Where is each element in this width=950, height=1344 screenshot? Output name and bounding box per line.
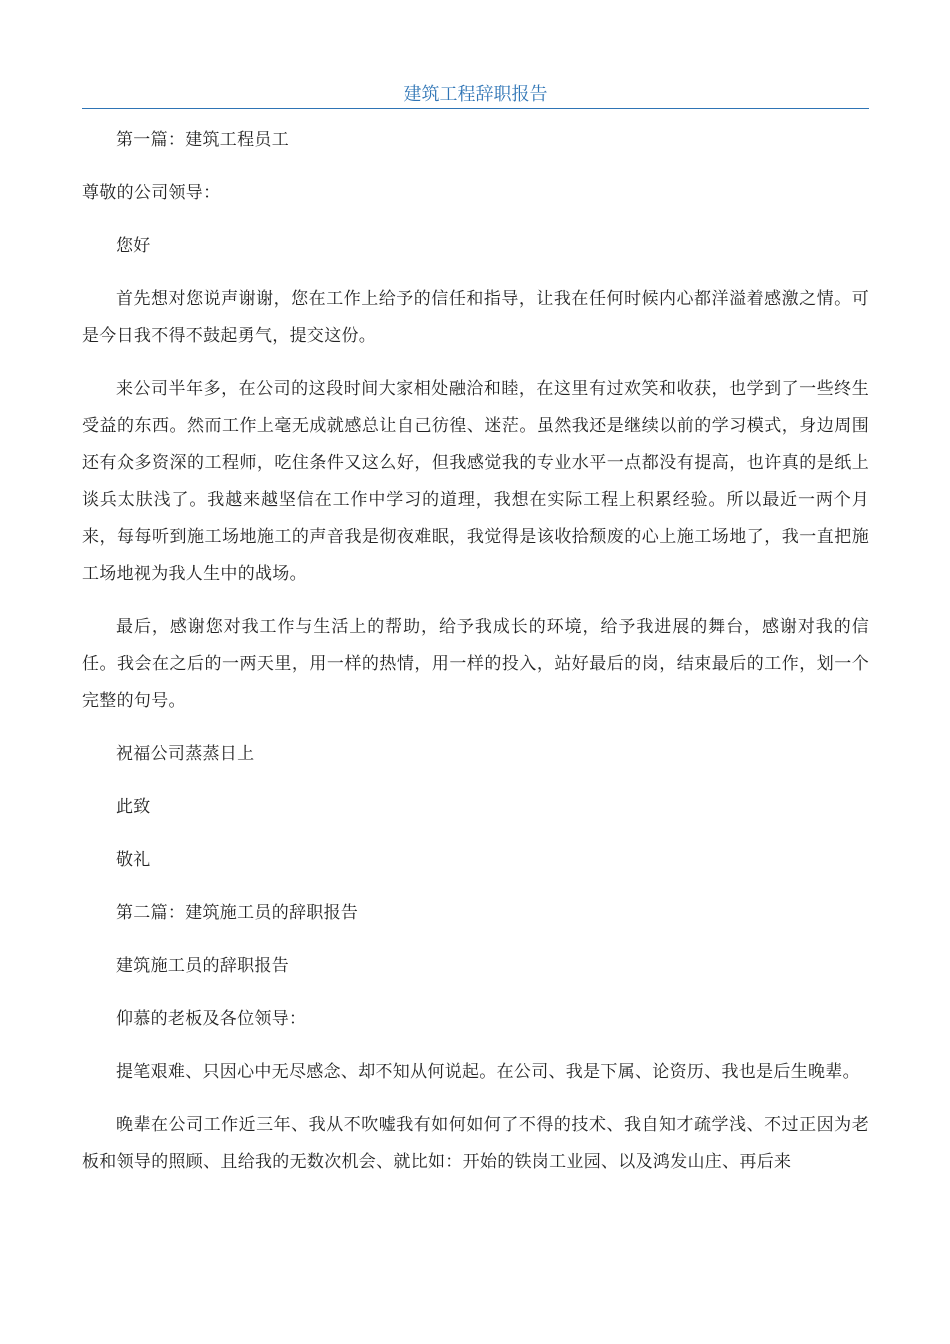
document-body: [82, 122, 869, 1197]
closing-salute: 敬礼: [116, 850, 151, 870]
paragraph: 首先想对您说声谢谢，您在工作上给予的信任和指导，让我在任何时候内心都洋溢着感激之情。可是今日我不得不鼓起勇气，提交这份。: [82, 289, 869, 346]
document-page: [82, 0, 869, 1344]
paragraph: 最后，感谢您对我工作与生活上的帮助，给予我成长的环境，给予我进展的舞台，感谢对我的信任。我会在之后的一两天里，用一样的热情，用一样的投入，站好最后的岗，结束最后的工作，划一个完整的句号。: [82, 617, 869, 711]
closing-line: 此致: [116, 797, 151, 817]
section-heading-2: 第二篇：建筑施工员的辞职报告: [116, 903, 359, 923]
header-divider: [82, 108, 869, 109]
salutation: 尊敬的公司领导：: [82, 183, 221, 203]
closing-wish: 祝福公司蒸蒸日上: [116, 744, 255, 764]
greeting: 您好: [116, 236, 151, 256]
paragraph: 晚辈在公司工作近三年、我从不吹嘘我有如何如何了不得的技术、我自知才疏学浅、不过正因为老板和领导的照顾、且给我的无数次机会、就比如：开始的铁岗工业园、以及鸿发山庄、再后来: [82, 1115, 869, 1172]
salutation: 仰慕的老板及各位领导：: [116, 1009, 307, 1029]
page-header-title: 建筑工程辞职报告: [403, 84, 548, 105]
section-heading-1: 第一篇：建筑工程员工: [116, 130, 289, 150]
paragraph: 提笔艰难、只因心中无尽感念、却不知从何说起。在公司、我是下属、论资历、我也是后生晚辈。: [116, 1062, 860, 1082]
paragraph: 来公司半年多，在公司的这段时间大家相处融洽和睦，在这里有过欢笑和收获，也学到了一些终生受益的东西。然而工作上毫无成就感总让自己彷徨、迷茫。虽然我还是继续以前的学习模式，身边周围还有众多资深的工程师，吃住条件又这么好，但我感觉我的专业水平一点都没有提高，也许真的是纸上谈兵太肤浅了。我越来越坚信在工作中学习的道理，我想在实际工程上积累经验。所以最近一两个月来，每每听到施工场地施工的声音我是彻夜难眠，我觉得是该收拾颓废的心上施工场地了，我一直把施工场地视为我人生中的战场。: [82, 379, 869, 584]
letter-title: 建筑施工员的辞职报告: [116, 956, 289, 976]
